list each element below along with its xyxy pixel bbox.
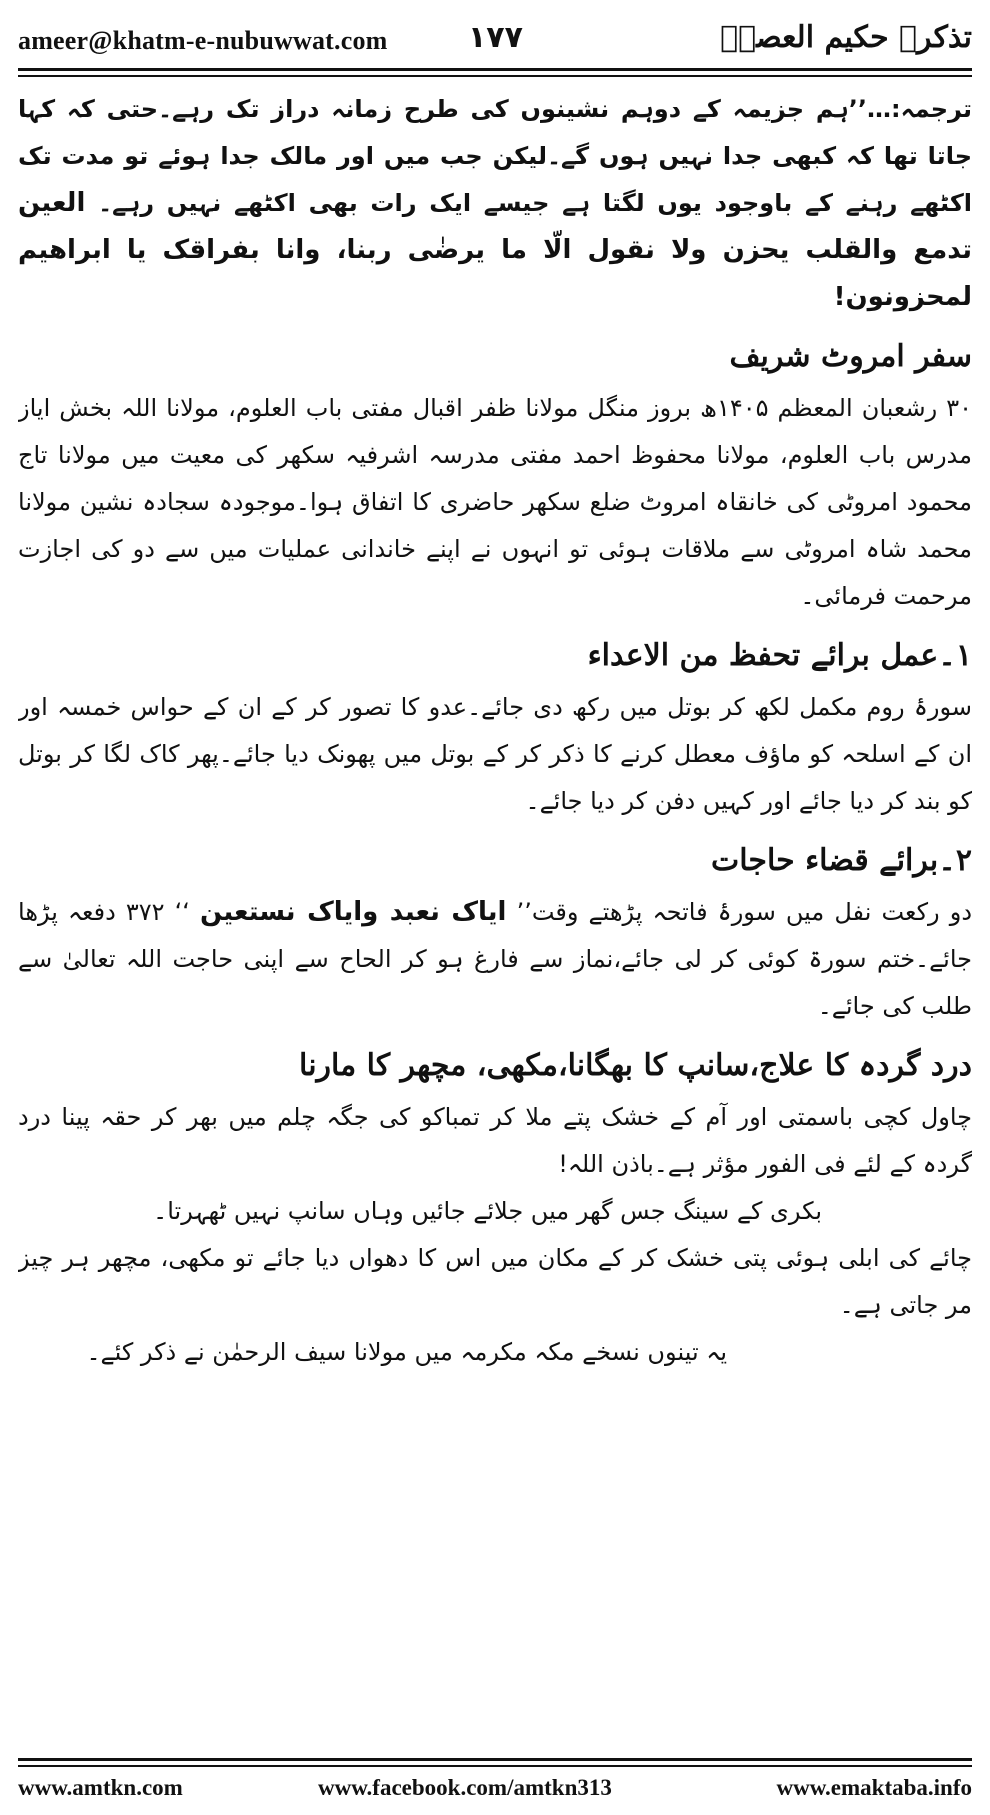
section-heading-needs: ۲۔برائے قضاء حاجات: [711, 843, 972, 878]
remedy-line-tea-leaves: چائے کی ابلی ہوئی پتی خشک کر کے مکان میں اس کا دھواں دیا جائے تو مکھی، مچھر ہر چیز مر جاتی ہے۔: [18, 1244, 972, 1319]
needs-text-end: ‘‘ ۳۷۲ دفعہ پڑھا جائے۔ختم سورۃ کوئی کر لی جائے،نماز سے فارغ ہو کر الحاح سے اپنی حاجت اللہ تعالیٰ سے طلب کی جائے۔: [18, 898, 972, 1020]
book-title: تذکرہ حکیم العصرؒ: [720, 20, 972, 55]
footer-link-amtkn[interactable]: www.amtkn.com: [18, 1775, 183, 1800]
header-divider-thin: [18, 75, 972, 77]
needs-arabic-verse: ایاک نعبد وایاک نستعین: [200, 897, 507, 927]
page-header: [18, 18, 972, 62]
section-text-protection: سورۂ روم مکمل لکھ کر بوتل میں رکھ دی جائے۔عدو کا تصور کر کے ان کے حواس خمسہ اور ان کے اسلحہ کو ماؤف معطل کرنے کا ذکر کر کے بوتل میں پھونک دیا جائے۔پھر کاک لگا کر بوتل کو بند کر دیا جائے اور کہیں دفن کر دیا جائے۔: [18, 693, 972, 815]
footer-link-emaktaba[interactable]: www.emaktaba.info: [776, 1775, 972, 1800]
section-text-amrot-journey: ۳۰ رشعبان المعظم ۱۴۰۵ھ بروز منگل مولانا ظفر اقبال مفتی باب العلوم، مولانا اللہ بخش ایاز مدرس باب العلوم، مولانا محفوظ احمد مفتی مدرسہ اشرفیہ سکھر کی معیت میں مولانا تاج محمود امروٹی کی خانقاہ امروٹ ضلع سکھر حاضری کا اتفاق ہوا۔موجودہ سجادہ نشین مولانا محمد شاہ امروٹی سے ملاقات ہوئی تو انہوں نے اپنے خاندانی عملیات میں سے دو کی اجازت مرحمت فرمائی۔: [18, 394, 972, 610]
header-divider-thick: [18, 68, 972, 71]
section-heading-amrot-journey: سفر امروٹ شریف: [729, 339, 972, 374]
section-heading-remedies: درد گردہ کا علاج،سانپ کا بھگانا،مکھی، مچھر کا مارنا: [299, 1048, 972, 1083]
section-text-needs: [18, 889, 972, 1030]
page-footer: [18, 1775, 972, 1805]
translation-paragraph: [18, 86, 972, 321]
remedy-line-source: یہ تینوں نسخے مکہ مکرمہ میں مولانا سیف الرحمٰن نے ذکر کئے۔: [86, 1338, 727, 1366]
needs-text-start: دو رکعت نفل میں سورۂ فاتحہ پڑھتے وقت’’: [516, 898, 972, 926]
section-heading-protection: ۱۔عمل برائے تحفظ من الاعداء: [587, 638, 972, 673]
remedy-line-goat-horn: بکری کے سینگ جس گھر میں جلائے جائیں وہاں سانپ نہیں ٹھہرتا۔: [153, 1197, 822, 1225]
header-email: ameer@khatm-e-nubuwwat.com: [18, 26, 388, 55]
footer-divider-thick: [18, 1758, 972, 1761]
footer-link-facebook[interactable]: www.facebook.com/amtkn313: [318, 1775, 612, 1800]
page-content: [18, 86, 972, 1746]
translation-text: ترجمہ:…’’ہم جزیمہ کے دوہم نشینوں کی طرح زمانہ دراز تک رہے۔حتی کہ کہا جاتا تھا کہ کبھی جدا نہیں ہوں گے۔لیکن جب میں اور مالک جدا ہوئے تو مدت تک اکٹھے رہنے کے باوجود یوں لگتا ہے جیسے ایک رات بھی اکٹھے نہیں رہے۔: [18, 95, 972, 217]
footer-divider-thin: [18, 1765, 972, 1767]
page-number: ۱۷۷: [468, 20, 523, 55]
arabic-quote: العین تدمع والقلب یحزن ولا نقول الّا ما یرضٰی ربنا، وانا بفراقک یا ابراھیم لمحزونون!: [18, 188, 972, 312]
section-text-kidney-pain: چاول کچی باسمتی اور آم کے خشک پتے ملا کر تمباکو کی جگہ چلم میں بھر کر حقہ پینا درد گردہ کے لئے فی الفور مؤثر ہے۔باذن اللہ!: [18, 1103, 972, 1178]
